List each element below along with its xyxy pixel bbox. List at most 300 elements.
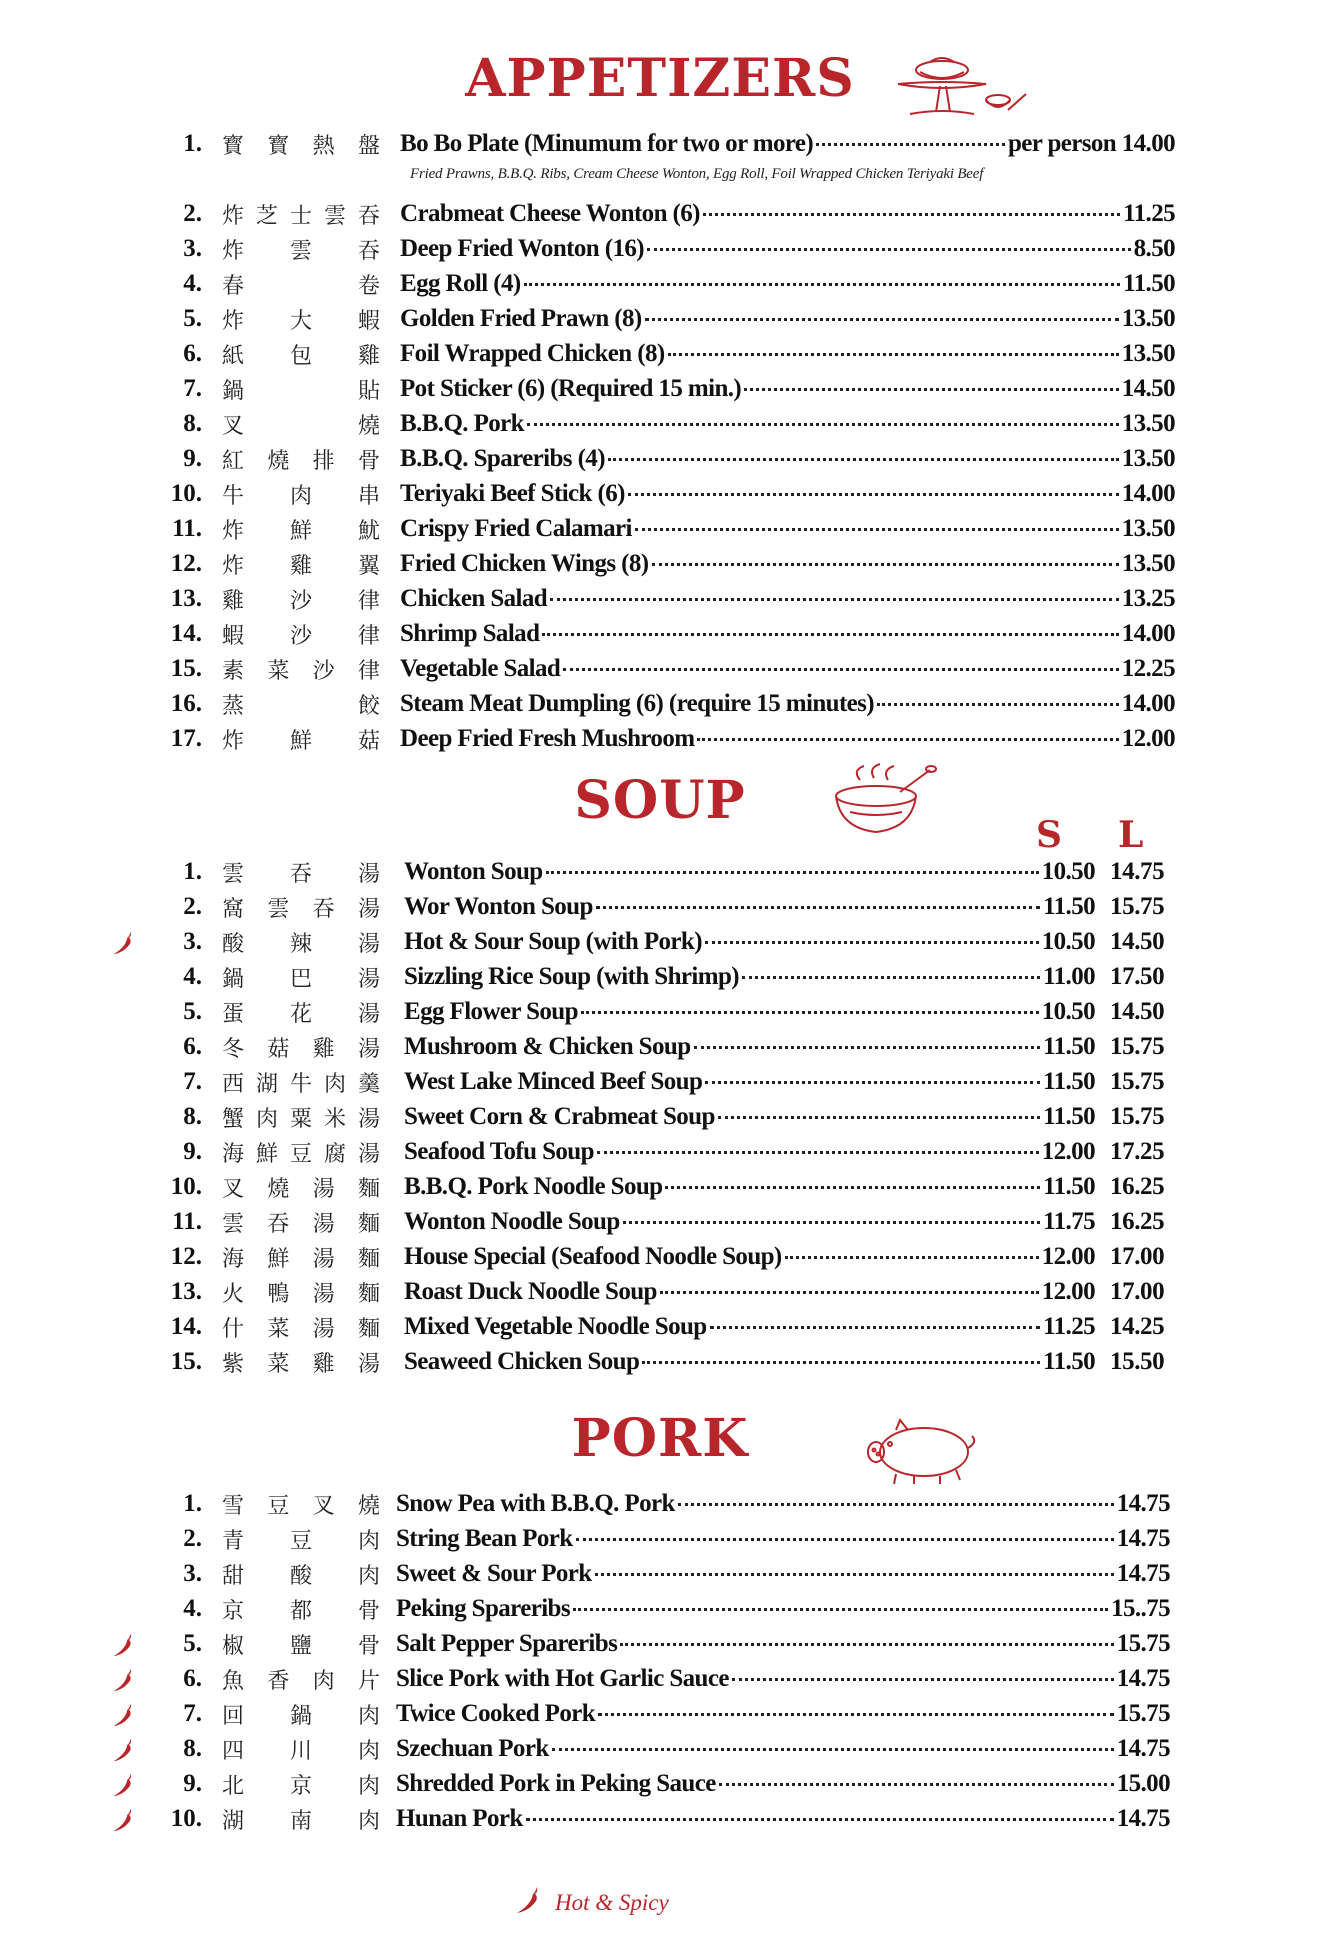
item-name-line xyxy=(396,1665,1170,1693)
item-number: 10. xyxy=(170,1805,202,1832)
item-price: 14.75 xyxy=(1116,1525,1170,1552)
chinese-character: 湯 xyxy=(312,1247,335,1272)
item-price: 15.00 xyxy=(1116,1770,1170,1797)
chinese-character: 四 xyxy=(221,1739,244,1764)
chinese-character: 寳 xyxy=(221,134,244,159)
chinese-character: 豆 xyxy=(267,1494,290,1519)
dot-leader xyxy=(576,1536,1114,1541)
chinese-character: 雪 xyxy=(221,1494,244,1519)
item-name-line xyxy=(400,725,1175,753)
price-large: 14.25 xyxy=(1110,1313,1165,1340)
soup-item-row xyxy=(0,891,1320,926)
item-number: 6. xyxy=(183,1665,202,1692)
chinese-character: 湯 xyxy=(357,862,380,887)
chinese-character: 蝦 xyxy=(357,309,380,334)
chinese-character: 肉 xyxy=(255,1107,278,1132)
chinese-character: 炸 xyxy=(221,519,244,544)
item-name: Salt Pepper Spareribs xyxy=(396,1630,618,1657)
item-chinese-name xyxy=(220,1032,382,1063)
item-number: 2. xyxy=(183,1525,202,1552)
chinese-character: 菜 xyxy=(267,1317,290,1342)
chinese-character: 回 xyxy=(221,1704,244,1729)
price-large: 15.75 xyxy=(1110,1068,1165,1095)
chinese-character: 素 xyxy=(221,659,244,684)
item-price: 13.25 xyxy=(1121,585,1175,612)
price-small: 11.75 xyxy=(1043,1208,1095,1235)
chinese-character: 湯 xyxy=(312,1177,335,1202)
appetizers-item-row xyxy=(0,443,1320,478)
item-number: 7. xyxy=(183,375,202,402)
item-chinese-name xyxy=(220,962,382,993)
chinese-character: 雲 xyxy=(221,1212,244,1237)
chinese-character: 香 xyxy=(267,1669,290,1694)
chinese-character: 紙 xyxy=(221,344,244,369)
chinese-character: 海 xyxy=(221,1142,244,1167)
item-name: Vegetable Salad xyxy=(400,655,561,682)
chinese-character: 燒 xyxy=(267,449,290,474)
item-number: 14. xyxy=(170,1313,202,1340)
soup-item-row xyxy=(0,996,1320,1031)
item-number: 4. xyxy=(183,270,202,297)
pork-title: PORK xyxy=(571,1408,749,1469)
item-name: Sweet & Sour Pork xyxy=(396,1560,592,1587)
item-name-line xyxy=(400,480,1175,508)
chinese-character: 湯 xyxy=(312,1212,335,1237)
dot-leader xyxy=(697,736,1118,741)
chinese-character: 南 xyxy=(289,1809,312,1834)
price-large: 14.50 xyxy=(1110,998,1165,1025)
chinese-character: 吞 xyxy=(357,204,380,229)
pork-item-row xyxy=(0,1768,1320,1803)
chinese-character: 湯 xyxy=(357,1142,380,1167)
chinese-character: 吞 xyxy=(267,1212,290,1237)
item-name-line xyxy=(396,1490,1170,1518)
price-small: 12.00 xyxy=(1041,1138,1095,1165)
item-chinese-name xyxy=(220,689,382,720)
item-name-line xyxy=(396,1525,1170,1553)
chili-pepper-icon xyxy=(110,1805,136,1842)
dot-leader xyxy=(732,1676,1114,1681)
chinese-character: 湯 xyxy=(357,897,380,922)
item-price: 14.50 xyxy=(1121,375,1175,402)
chinese-character: 紅 xyxy=(221,449,244,474)
chinese-character: 鮮 xyxy=(289,519,312,544)
price-small: 12.00 xyxy=(1041,1243,1095,1270)
item-name-line xyxy=(400,445,1175,473)
chinese-character: 骨 xyxy=(357,1634,380,1659)
item-chinese-name xyxy=(220,1137,382,1168)
soup-item-row xyxy=(0,1136,1320,1171)
item-name-line xyxy=(404,1243,1095,1271)
chinese-character: 湯 xyxy=(357,1107,380,1132)
chinese-character: 肉 xyxy=(357,1529,380,1554)
chinese-character: 肉 xyxy=(357,1704,380,1729)
item-name-line xyxy=(400,690,1175,718)
item-name-line xyxy=(404,963,1095,991)
chinese-character: 湖 xyxy=(221,1809,244,1834)
item-name: Steam Meat Dumpling (6) (require 15 minutes) xyxy=(400,690,875,717)
size-small-header: S xyxy=(1036,814,1062,856)
pork-item-row xyxy=(0,1663,1320,1698)
chinese-character: 米 xyxy=(323,1107,346,1132)
chinese-character: 雲 xyxy=(323,204,346,229)
legend xyxy=(513,1885,669,1920)
item-chinese-name xyxy=(220,927,382,958)
soup-item-row xyxy=(0,926,1320,961)
item-name-line xyxy=(404,1138,1095,1166)
item-name: Seafood Tofu Soup xyxy=(404,1138,594,1165)
item-price: 13.50 xyxy=(1121,515,1175,542)
dot-leader xyxy=(608,456,1119,461)
item-chinese-name xyxy=(220,479,382,510)
chinese-character: 寳 xyxy=(267,134,290,159)
pork-item-row xyxy=(0,1488,1320,1523)
item-number: 14. xyxy=(170,620,202,647)
chinese-character: 湯 xyxy=(357,932,380,957)
item-number: 10. xyxy=(170,480,202,507)
chinese-character: 雞 xyxy=(221,589,244,614)
item-name-line xyxy=(400,585,1175,613)
chinese-character: 鮮 xyxy=(267,1247,290,1272)
appetizers-item-row xyxy=(0,653,1320,688)
item-chinese-name xyxy=(220,857,382,888)
item-chinese-name xyxy=(220,1804,382,1835)
price-small: 10.50 xyxy=(1041,998,1095,1025)
chinese-character: 粟 xyxy=(289,1107,312,1132)
appetizers-item-row xyxy=(0,408,1320,443)
appetizers-item-row xyxy=(0,723,1320,758)
item-number: 11. xyxy=(172,515,202,542)
item-price: 11.50 xyxy=(1123,270,1175,297)
item-chinese-name xyxy=(220,997,382,1028)
item-number: 15. xyxy=(170,655,202,682)
dot-leader xyxy=(652,561,1119,566)
pork-item-row xyxy=(0,1558,1320,1593)
item-chinese-name xyxy=(220,1242,382,1273)
dot-leader xyxy=(623,1219,1040,1224)
item-name-line xyxy=(400,200,1175,228)
soup-list xyxy=(0,856,1320,1381)
item-price: 14.75 xyxy=(1116,1490,1170,1517)
item-name-line xyxy=(404,1068,1095,1096)
chinese-character: 巴 xyxy=(289,967,312,992)
price-large: 15.50 xyxy=(1110,1348,1165,1375)
item-number: 3. xyxy=(183,1560,202,1587)
legend-label: Hot & Spicy xyxy=(555,1889,669,1915)
dot-leader xyxy=(785,1254,1039,1259)
item-name: Shrimp Salad xyxy=(400,620,540,647)
item-name-line xyxy=(404,1348,1095,1376)
pig-icon xyxy=(860,1418,980,1488)
item-name: Bo Bo Plate (Minumum for two or more) xyxy=(400,130,814,157)
dot-leader xyxy=(550,596,1119,601)
dot-leader xyxy=(694,1044,1041,1049)
item-number: 16. xyxy=(170,690,202,717)
appetizers-list xyxy=(0,128,1320,758)
chinese-character: 海 xyxy=(221,1247,244,1272)
dot-leader xyxy=(595,1571,1114,1576)
item-name-line xyxy=(404,1033,1095,1061)
chinese-character: 沙 xyxy=(312,659,335,684)
chinese-character: 雞 xyxy=(312,1037,335,1062)
chinese-character: 湯 xyxy=(357,1037,380,1062)
item-name-line xyxy=(400,515,1175,543)
price-small: 11.50 xyxy=(1043,1103,1095,1130)
item-number: 4. xyxy=(183,1595,202,1622)
soup-item-row xyxy=(0,1031,1320,1066)
item-number: 5. xyxy=(183,305,202,332)
item-number: 8. xyxy=(183,1103,202,1130)
appetizers-item-row xyxy=(0,268,1320,303)
price-large: 14.75 xyxy=(1110,858,1165,885)
chinese-character: 紫 xyxy=(221,1352,244,1377)
chinese-character: 麵 xyxy=(357,1317,380,1342)
item-chinese-name xyxy=(220,304,382,335)
appetizers-item-row xyxy=(0,128,1320,198)
item-name: Wor Wonton Soup xyxy=(404,893,593,920)
chili-pepper-icon xyxy=(110,1665,136,1702)
item-chinese-name xyxy=(220,1769,382,1800)
soup-item-row xyxy=(0,1276,1320,1311)
chinese-character: 西 xyxy=(221,1072,244,1097)
chinese-character: 辣 xyxy=(289,932,312,957)
price-large: 17.25 xyxy=(1110,1138,1165,1165)
item-chinese-name xyxy=(220,549,382,580)
item-name-line xyxy=(396,1770,1170,1798)
item-number: 15. xyxy=(170,1348,202,1375)
chinese-character: 大 xyxy=(289,309,312,334)
item-name: Sweet Corn & Crabmeat Soup xyxy=(404,1103,715,1130)
item-name: B.B.Q. Pork xyxy=(400,410,524,437)
item-price: 15.75 xyxy=(1116,1700,1170,1727)
soup-item-row xyxy=(0,1066,1320,1101)
item-chinese-name xyxy=(220,1102,382,1133)
chinese-character: 湯 xyxy=(312,1317,335,1342)
chinese-character: 鴨 xyxy=(267,1282,290,1307)
item-name: Egg Flower Soup xyxy=(404,998,578,1025)
soup-bowl-icon xyxy=(830,762,940,842)
item-name: B.B.Q. Spareribs (4) xyxy=(400,445,605,472)
dot-leader xyxy=(645,316,1119,321)
chinese-character: 京 xyxy=(289,1774,312,1799)
item-name-line xyxy=(404,928,1095,956)
chinese-character: 豆 xyxy=(289,1529,312,1554)
appetizers-item-row xyxy=(0,478,1320,513)
dot-leader xyxy=(642,1359,1040,1364)
dot-leader xyxy=(542,631,1118,636)
price-small: 11.50 xyxy=(1043,1068,1095,1095)
item-name: Egg Roll (4) xyxy=(400,270,521,297)
item-number: 17. xyxy=(170,725,202,752)
price-small: 10.50 xyxy=(1041,928,1095,955)
dot-leader xyxy=(877,701,1119,706)
item-name: Crabmeat Cheese Wonton (6) xyxy=(400,200,700,227)
item-name-line xyxy=(404,858,1095,886)
chinese-character: 沙 xyxy=(289,589,312,614)
chinese-character: 叉 xyxy=(221,1177,244,1202)
item-price: 14.75 xyxy=(1116,1735,1170,1762)
price-large: 16.25 xyxy=(1110,1208,1165,1235)
chinese-character: 雞 xyxy=(312,1352,335,1377)
chinese-character: 士 xyxy=(289,204,312,229)
pork-item-row xyxy=(0,1803,1320,1838)
chinese-character: 羹 xyxy=(357,1072,380,1097)
chinese-character: 北 xyxy=(221,1774,244,1799)
dot-leader xyxy=(527,421,1119,426)
soup-item-row xyxy=(0,1171,1320,1206)
appetizers-item-row xyxy=(0,198,1320,233)
item-name: Seaweed Chicken Soup xyxy=(404,1348,640,1375)
item-name-line xyxy=(404,1103,1095,1131)
item-name: Deep Fried Fresh Mushroom xyxy=(400,725,695,752)
item-price: 14.75 xyxy=(1116,1665,1170,1692)
item-number: 6. xyxy=(183,340,202,367)
item-name-line xyxy=(400,270,1175,298)
item-number: 2. xyxy=(183,200,202,227)
item-price: 13.50 xyxy=(1121,340,1175,367)
item-price: per person 14.00 xyxy=(1007,130,1175,157)
item-chinese-name xyxy=(220,514,382,545)
soup-item-row xyxy=(0,1206,1320,1241)
chinese-character: 鍋 xyxy=(221,967,244,992)
soup-item-row xyxy=(0,856,1320,891)
dot-leader xyxy=(647,246,1131,251)
item-chinese-name xyxy=(220,1629,382,1660)
chinese-character: 骨 xyxy=(357,449,380,474)
chinese-character: 都 xyxy=(289,1599,312,1624)
chili-pepper-icon xyxy=(110,928,136,965)
price-large: 14.50 xyxy=(1110,928,1165,955)
chinese-character: 雲 xyxy=(267,897,290,922)
item-name-line xyxy=(400,340,1175,368)
chinese-character: 包 xyxy=(289,344,312,369)
item-chinese-name xyxy=(220,1207,382,1238)
item-name-line xyxy=(396,1595,1170,1623)
chinese-character: 蟹 xyxy=(221,1107,244,1132)
chinese-character: 湯 xyxy=(312,1282,335,1307)
bo-bo-plate-note: Fried Prawns, B.B.Q. Ribs, Cream Cheese Wonton, Egg Roll, Foil Wrapped Chicken Teriyaki Beef xyxy=(410,166,984,182)
pork-item-row xyxy=(0,1628,1320,1663)
chinese-character: 肉 xyxy=(357,1774,380,1799)
chinese-character: 窩 xyxy=(221,897,244,922)
item-chinese-name xyxy=(220,724,382,755)
item-name: Deep Fried Wonton (16) xyxy=(400,235,644,262)
appetizers-title: APPETIZERS xyxy=(465,48,855,109)
dot-leader xyxy=(581,1009,1039,1014)
soup-item-row xyxy=(0,1101,1320,1136)
item-price: 8.50 xyxy=(1133,235,1175,262)
item-chinese-name xyxy=(220,269,382,300)
item-price: 14.00 xyxy=(1121,620,1175,647)
price-small: 10.50 xyxy=(1041,858,1095,885)
item-name-line xyxy=(396,1560,1170,1588)
chinese-character: 京 xyxy=(221,1599,244,1624)
item-price: 15.75 xyxy=(1116,1630,1170,1657)
dot-leader xyxy=(552,1746,1114,1751)
item-name-line xyxy=(404,1208,1095,1236)
chinese-character: 翼 xyxy=(357,554,380,579)
item-name-line xyxy=(396,1630,1170,1658)
dot-leader xyxy=(705,939,1039,944)
item-number: 9. xyxy=(183,1138,202,1165)
chinese-character: 菜 xyxy=(267,1352,290,1377)
price-small: 12.00 xyxy=(1041,1278,1095,1305)
chinese-character: 春 xyxy=(221,274,244,299)
appetizers-item-row xyxy=(0,548,1320,583)
item-chinese-name xyxy=(220,1664,382,1695)
soup-item-row xyxy=(0,961,1320,996)
chinese-character: 雲 xyxy=(289,239,312,264)
item-number: 8. xyxy=(183,410,202,437)
pork-header xyxy=(0,1400,1320,1490)
chinese-character: 吞 xyxy=(289,862,312,887)
item-number: 8. xyxy=(183,1735,202,1762)
chinese-character: 肉 xyxy=(357,1564,380,1589)
item-chinese-name xyxy=(220,1594,382,1625)
dot-leader xyxy=(816,141,1005,146)
item-price: 14.00 xyxy=(1121,690,1175,717)
chinese-character: 排 xyxy=(312,449,335,474)
chili-pepper-icon xyxy=(513,1885,543,1920)
appetizers-item-row xyxy=(0,618,1320,653)
item-name-line xyxy=(400,620,1175,648)
item-name: B.B.Q. Pork Noodle Soup xyxy=(404,1173,663,1200)
item-chinese-name xyxy=(220,129,382,160)
appetizers-item-row xyxy=(0,303,1320,338)
chinese-character: 肉 xyxy=(312,1669,335,1694)
chinese-character: 串 xyxy=(357,484,380,509)
item-chinese-name xyxy=(220,584,382,615)
appetizers-header xyxy=(0,40,1320,130)
item-number: 10. xyxy=(170,1173,202,1200)
item-number: 13. xyxy=(170,1278,202,1305)
item-price: 11.25 xyxy=(1123,200,1175,227)
item-number: 7. xyxy=(183,1068,202,1095)
item-name: Roast Duck Noodle Soup xyxy=(404,1278,657,1305)
dot-leader xyxy=(718,1114,1040,1119)
item-chinese-name xyxy=(220,1277,382,1308)
chinese-character: 盤 xyxy=(357,134,380,159)
item-chinese-name xyxy=(220,1524,382,1555)
price-large: 17.00 xyxy=(1110,1278,1165,1305)
item-price: 13.50 xyxy=(1121,550,1175,577)
chinese-character: 吞 xyxy=(312,897,335,922)
dot-leader xyxy=(719,1781,1114,1786)
item-name-line xyxy=(404,998,1095,1026)
item-name: Slice Pork with Hot Garlic Sauce xyxy=(396,1665,729,1692)
dot-leader xyxy=(526,1816,1114,1821)
chinese-character: 川 xyxy=(289,1739,312,1764)
soup-item-row xyxy=(0,1311,1320,1346)
chinese-character: 肉 xyxy=(289,484,312,509)
item-name-line xyxy=(396,1735,1170,1763)
chinese-character: 卷 xyxy=(357,274,380,299)
chinese-character: 蝦 xyxy=(221,624,244,649)
dot-leader xyxy=(665,1184,1040,1189)
item-name: Mixed Vegetable Noodle Soup xyxy=(404,1313,707,1340)
chinese-character: 湯 xyxy=(357,967,380,992)
chinese-character: 菇 xyxy=(357,729,380,754)
item-chinese-name xyxy=(220,1312,382,1343)
soup-item-row xyxy=(0,1241,1320,1276)
chinese-character: 炸 xyxy=(221,239,244,264)
item-name: West Lake Minced Beef Soup xyxy=(404,1068,703,1095)
price-large: 17.50 xyxy=(1110,963,1165,990)
chinese-character: 肉 xyxy=(323,1072,346,1097)
item-price: 12.00 xyxy=(1121,725,1175,752)
item-number: 7. xyxy=(183,1700,202,1727)
dot-leader xyxy=(678,1501,1114,1506)
